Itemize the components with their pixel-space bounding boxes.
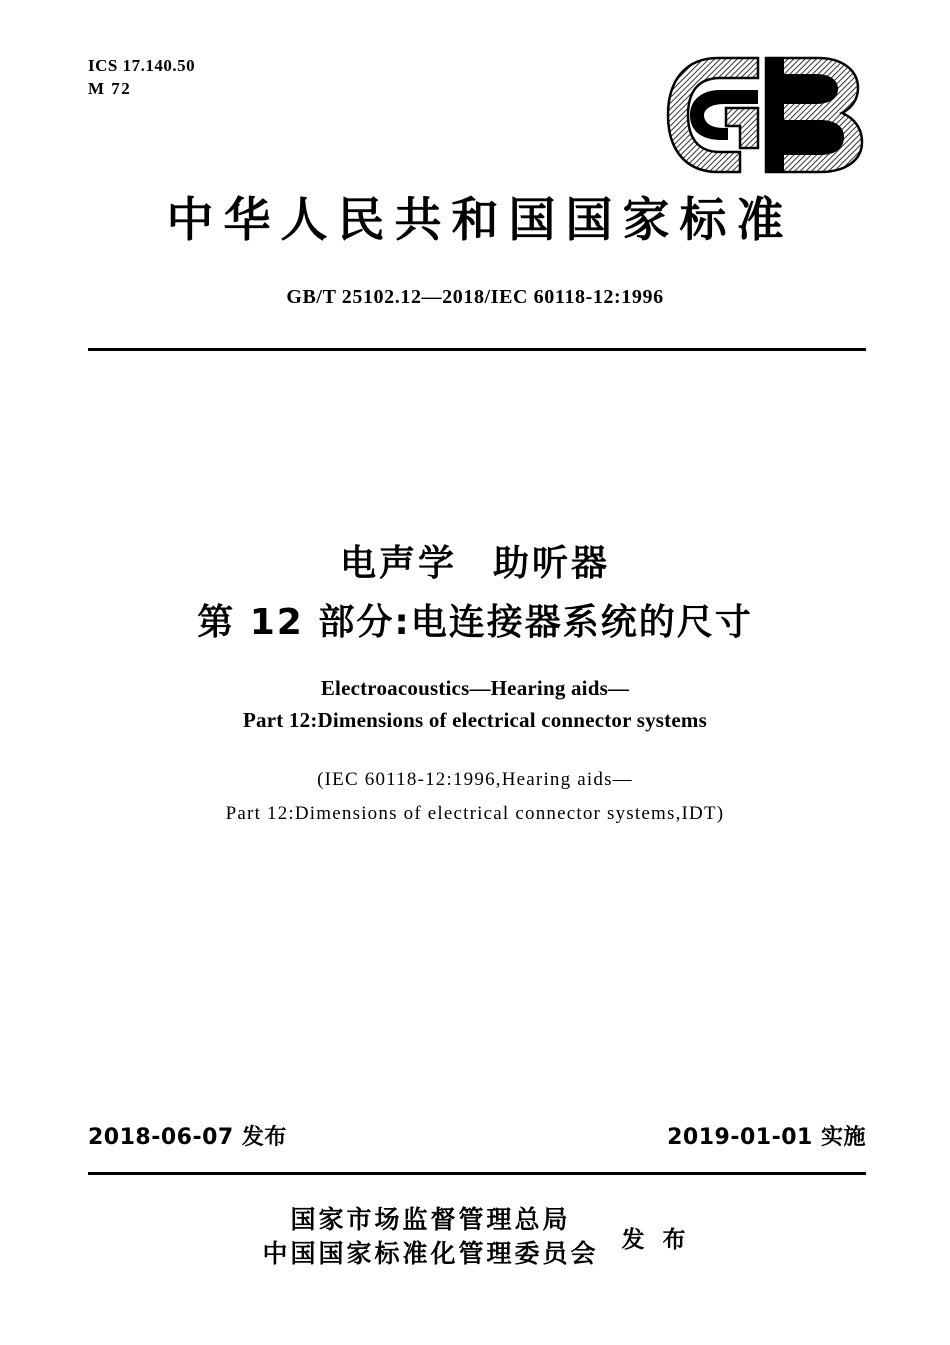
- title-chinese-object: 助听器: [493, 543, 611, 584]
- classification-codes: [88, 54, 195, 100]
- gb-emblem-icon: [666, 56, 866, 174]
- title-english-line2: Part 12:Dimensions of electrical connector systems: [243, 708, 707, 732]
- ics-code: ICS 17.140.50: [88, 56, 196, 75]
- divider-top: [88, 348, 866, 351]
- issuer-organizations: [259, 1203, 598, 1271]
- title-chinese-subject: 电声学: [339, 543, 457, 584]
- issuer-line-2: 中国国家标准化管理委员会: [262, 1239, 599, 1268]
- effective-date: 2019-01-01 实施: [667, 1125, 866, 1150]
- standard-number: GB/T 25102.12—2018/IEC 60118-12:1996: [286, 286, 664, 308]
- divider-bottom: [88, 1172, 866, 1175]
- title-chinese-line2: 第 12 部分:电连接器系统的尺寸: [197, 602, 753, 643]
- page-title: 中华人民共和国国家标准: [166, 193, 794, 248]
- issuer-line-1: 国家市场监督管理总局: [290, 1205, 571, 1234]
- issuer-block: [0, 1203, 950, 1271]
- source-standard-line1: (IEC 60118-12:1996,Hearing aids—: [317, 769, 633, 790]
- classification-code: M 72: [88, 79, 132, 98]
- issue-date: 2018-06-07 发布: [88, 1125, 287, 1150]
- source-standard-line2: Part 12:Dimensions of electrical connector systems,IDT): [225, 803, 725, 824]
- issuer-publish-label: 发 布: [621, 1226, 691, 1253]
- title-chinese-line1: [0, 535, 950, 586]
- title-english-line1: Electroacoustics—Hearing aids—: [320, 676, 630, 700]
